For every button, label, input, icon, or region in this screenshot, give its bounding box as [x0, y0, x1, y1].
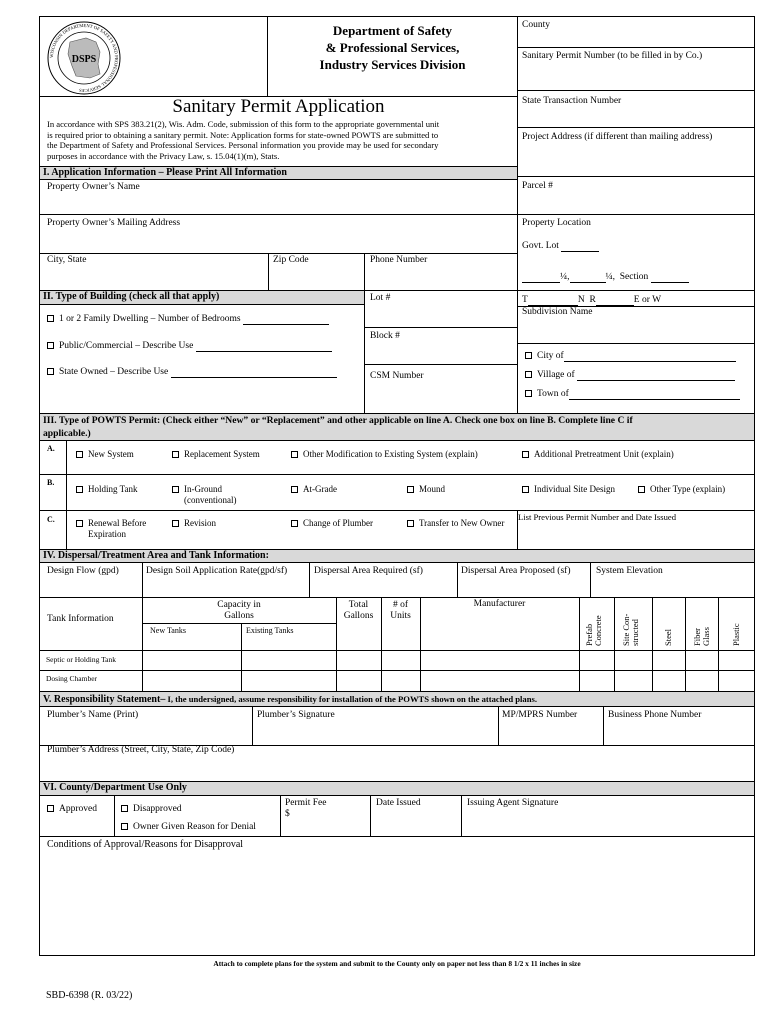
line-a-label: A. — [47, 444, 55, 453]
total-line-2: Gallons — [343, 611, 374, 621]
rule — [718, 597, 719, 691]
city-of-option[interactable] — [525, 351, 736, 362]
dosing-row-label: Dosing Chamber — [46, 674, 98, 683]
rule — [614, 597, 615, 691]
date-issued-label: Date Issued — [376, 798, 421, 808]
building-option-1[interactable] — [47, 314, 329, 325]
rule — [39, 474, 755, 475]
at-grade-option[interactable] — [291, 484, 337, 495]
plumber-name-field[interactable] — [41, 708, 251, 744]
site-line-2: structed — [630, 619, 640, 646]
intro-line: In accordance with SPS 383.21(2), Wis. Adm. Code, submission of this form to the appropriate governmental unit — [47, 119, 440, 129]
phone-number-field[interactable] — [365, 254, 516, 290]
total-gallons-header — [336, 600, 381, 622]
fiber-glass-header — [693, 618, 711, 646]
business-phone-label: Business Phone Number — [608, 710, 702, 720]
checkbox-icon[interactable] — [525, 390, 532, 397]
replacement-system-option[interactable] — [172, 449, 260, 460]
property-owner-name-label: Property Owner’s Name — [47, 182, 140, 192]
design-flow-label: Design Flow (gpd) — [47, 566, 119, 576]
rule — [66, 441, 67, 549]
capacity-header — [142, 600, 336, 622]
tank-information-header: Tank Information — [47, 614, 114, 624]
n-text: N — [577, 295, 585, 305]
units-line-2: Units — [390, 611, 411, 621]
checkbox-icon[interactable] — [76, 451, 83, 458]
rule — [39, 597, 755, 598]
department-name — [268, 22, 517, 73]
option-text: Revision — [184, 518, 217, 528]
svg-text:DSPS: DSPS — [71, 54, 97, 65]
checkbox-icon[interactable] — [525, 371, 532, 378]
manufacturer-header: Manufacturer — [473, 599, 526, 609]
rule — [517, 343, 755, 344]
section-4-header: IV. Dispersal/Treatment Area and Tank Information: — [40, 549, 754, 563]
checkbox-icon[interactable] — [638, 486, 645, 493]
option-text: In-Ground — [184, 484, 222, 494]
checkbox-icon[interactable] — [76, 486, 83, 493]
sanitary-permit-number-label: Sanitary Permit Number (to be filled in by Co.) — [522, 51, 703, 61]
total-line-1: Total — [348, 600, 369, 610]
t-text: T — [522, 295, 528, 305]
checkbox-icon[interactable] — [291, 486, 298, 493]
state-use-field[interactable] — [171, 377, 337, 378]
project-address-field[interactable] — [518, 128, 754, 176]
zip-code-field[interactable] — [269, 254, 363, 290]
system-elevation-field[interactable] — [591, 564, 754, 597]
town-of-option[interactable] — [525, 389, 740, 400]
village-of-option[interactable] — [525, 370, 735, 381]
property-location-label: Property Location — [522, 218, 591, 228]
plumber-address-label: Plumber’s Address (Street, City, State, Zip Code) — [47, 745, 235, 755]
permit-fee-dollar: $ — [285, 809, 290, 819]
checkbox-icon[interactable] — [407, 520, 414, 527]
checkbox-icon[interactable] — [291, 520, 298, 527]
dsps-logo — [46, 20, 122, 96]
section-6-header: VI. County/Department Use Only — [40, 781, 754, 796]
option-text: Additional Pretreatment Unit (explain) — [534, 449, 674, 459]
site-line-1: Site Con- — [621, 613, 631, 646]
quarter-field-1[interactable] — [522, 282, 560, 283]
checkbox-icon[interactable] — [172, 451, 179, 458]
capacity-line-2: Gallons — [224, 611, 254, 621]
checkbox-icon[interactable] — [172, 486, 179, 493]
plumber-signature-field[interactable] — [253, 708, 497, 744]
capacity-line-1: Capacity in — [217, 600, 261, 610]
septic-row-label: Septic or Holding Tank — [46, 655, 116, 664]
prefab-line-2: Concrete — [593, 615, 603, 646]
holding-tank-option[interactable] — [76, 484, 137, 495]
pretreatment-option[interactable] — [522, 449, 674, 460]
section-2-header: II. Type of Building (check all that apply) — [40, 291, 364, 305]
system-elevation-label: System Elevation — [596, 566, 663, 576]
subdivision-name-label: Subdivision Name — [522, 307, 593, 317]
plumber-address-field[interactable] — [41, 746, 754, 780]
new-tanks-header: New Tanks — [150, 626, 186, 635]
e-or-w-text: E or W — [633, 295, 662, 305]
area-required-field[interactable] — [310, 564, 456, 597]
checkbox-icon[interactable] — [172, 520, 179, 527]
change-of-plumber-option[interactable] — [291, 518, 373, 529]
owner-reason-option[interactable] — [121, 822, 256, 833]
option-text: Disapproved — [133, 804, 182, 814]
page-title: Sanitary Permit Application — [172, 96, 385, 117]
rule — [280, 796, 281, 836]
bedrooms-field[interactable] — [243, 324, 329, 325]
lot-label: Lot # — [370, 293, 391, 303]
phone-number-label: Phone Number — [370, 255, 428, 265]
option-text: Expiration — [88, 529, 126, 539]
line-c-label: C. — [47, 515, 55, 524]
govt-lot-label — [522, 241, 599, 252]
option-text: Holding Tank — [88, 484, 138, 494]
section-text: Section — [619, 272, 649, 282]
csm-number-field[interactable] — [365, 365, 516, 412]
option-text: Individual Site Design — [534, 484, 615, 494]
plastic-header: Plastic — [731, 623, 741, 646]
intro-line: the Department of Safety and Professional Services. Personal information you provide may be used for secondary — [47, 140, 439, 150]
checkbox-icon[interactable] — [522, 451, 529, 458]
units-line-1: # of — [392, 600, 409, 610]
num-units-header — [381, 600, 420, 622]
steel-header: Steel — [663, 629, 673, 646]
design-soil-rate-label: Design Soil Application Rate(gpd/sf) — [146, 566, 288, 576]
prefab-concrete-header — [585, 604, 603, 646]
intro-line: is required prior to obtaining a sanitary permit. Note: Application forms for state-owned POWTS are submitted to — [47, 129, 439, 140]
conditions-label: Conditions of Approval/Reasons for Disapproval — [47, 839, 244, 850]
rule — [39, 836, 755, 837]
public-use-field[interactable] — [196, 351, 332, 352]
checkbox-icon[interactable] — [291, 451, 298, 458]
rule — [39, 670, 755, 671]
in-ground-option[interactable] — [172, 484, 236, 506]
option-text: At-Grade — [303, 484, 337, 494]
dept-line-2: & Professional Services, — [325, 40, 460, 55]
rule — [114, 796, 115, 836]
area-proposed-field[interactable] — [458, 564, 589, 597]
rule — [39, 510, 755, 511]
plumber-signature-label: Plumber’s Signature — [257, 710, 335, 720]
building-option-3[interactable] — [47, 367, 337, 378]
property-owner-name-field[interactable] — [41, 181, 516, 214]
other-modification-option[interactable] — [291, 449, 478, 460]
plumber-name-label: Plumber’s Name (Print) — [47, 710, 139, 720]
city-of-field[interactable] — [564, 361, 736, 362]
r-text: R — [589, 295, 596, 305]
mailing-address-label: Property Owner’s Mailing Address — [47, 218, 181, 228]
business-phone-field[interactable] — [604, 708, 754, 744]
building-option-2[interactable] — [47, 341, 332, 352]
previous-permit-field[interactable] — [518, 524, 754, 548]
option-text: New System — [88, 449, 134, 459]
section-5-header — [40, 691, 754, 707]
option-text: City of — [537, 351, 564, 361]
svg-text:WISCONSIN DEPARTMENT OF SAFETY: WISCONSIN DEPARTMENT OF SAFETY AND PROFESSIONAL SERVICES — [48, 22, 120, 94]
dept-line-1: Department of Safety — [332, 23, 453, 38]
rule — [241, 623, 242, 691]
section-5-title: V. Responsibility Statement — [43, 694, 161, 705]
checkbox-icon[interactable] — [121, 823, 128, 830]
agent-signature-field[interactable] — [462, 808, 754, 835]
quarter-section-label — [522, 272, 689, 283]
option-text: (conventional) — [184, 495, 237, 505]
section-5-statement: I, the undersigned, assume responsibility for installation of the POWTS shown on the attached plans. — [165, 694, 537, 704]
county-field[interactable] — [518, 17, 754, 47]
permit-fee-field[interactable] — [294, 808, 368, 835]
rule — [652, 597, 653, 691]
option-text: 1 or 2 Family Dwelling – Number of Bedrooms — [59, 314, 241, 324]
permit-fee-label: Permit Fee — [285, 798, 327, 808]
option-text: Change of Plumber — [303, 518, 373, 528]
quarter-text: ¼, — [560, 272, 570, 282]
township-range-label — [522, 295, 661, 306]
design-flow-field[interactable] — [41, 564, 141, 597]
rule — [39, 650, 755, 651]
date-issued-field[interactable] — [371, 808, 459, 835]
previous-permit-label: List Previous Permit Number and Date Issued — [518, 512, 677, 522]
lot-field[interactable] — [365, 291, 516, 327]
attach-instructions: Attach to complete plans for the system and submit to the County only on paper not less than 8 1/2 x 11 inches in size — [213, 959, 581, 968]
state-transaction-number-field[interactable] — [518, 91, 754, 127]
checkbox-icon[interactable] — [522, 486, 529, 493]
village-of-field[interactable] — [577, 380, 735, 381]
checkbox-icon[interactable] — [47, 805, 54, 812]
option-text: Public/Commercial – Describe Use — [59, 341, 194, 351]
agent-signature-label: Issuing Agent Signature — [467, 798, 559, 808]
transfer-option[interactable] — [407, 518, 504, 529]
section-field[interactable] — [651, 282, 689, 283]
rule — [685, 597, 686, 691]
block-field[interactable] — [365, 328, 516, 364]
option-text: Other Modification to Existing System (explain) — [303, 449, 478, 459]
zip-code-label: Zip Code — [273, 255, 309, 265]
state-transaction-number-label: State Transaction Number — [522, 96, 622, 106]
option-text: Owner Given Reason for Denial — [133, 822, 256, 832]
section-3-header — [40, 413, 754, 441]
rule — [579, 597, 580, 691]
mp-mprs-number-field[interactable] — [499, 708, 602, 744]
govt-lot-text: Govt. Lot — [522, 241, 559, 251]
individual-site-design-option[interactable] — [522, 484, 615, 495]
govt-lot-field[interactable] — [561, 251, 599, 252]
option-text: Other Type (explain) — [650, 484, 726, 494]
form-id: SBD-6398 (R. 03/22) — [46, 990, 133, 1001]
conditions-field[interactable] — [41, 852, 754, 954]
section-3-title-line-2: applicable.) — [43, 427, 91, 439]
prefab-line-1: Prefab — [584, 623, 594, 646]
existing-tanks-header: Existing Tanks — [246, 626, 294, 635]
option-text: Town of — [537, 389, 569, 399]
sanitary-permit-number-field[interactable] — [518, 48, 754, 90]
other-type-option[interactable] — [638, 484, 725, 495]
section-3-title-line-1: III. Type of POWTS Permit: (Check either “New” or “Replacement” and other applicable on line A. Check one box on line B. Complete line C if — [43, 415, 633, 426]
csm-number-label: CSM Number — [370, 371, 424, 381]
mailing-address-field[interactable] — [41, 215, 516, 252]
option-text: State Owned – Describe Use — [59, 367, 169, 377]
renewal-option[interactable] — [76, 518, 146, 540]
section-1-header: I. Application Information – Please Print All Information — [40, 166, 517, 180]
option-text: Replacement System — [184, 449, 260, 459]
line-b-label: B. — [47, 478, 55, 487]
option-text: Renewal Before — [88, 518, 147, 528]
option-text: Approved — [59, 804, 97, 814]
disapproved-option[interactable] — [121, 804, 182, 815]
area-required-label: Dispersal Area Required (sf) — [314, 566, 423, 576]
parcel-field[interactable] — [518, 177, 754, 213]
fiber-line-1: Fiber — [692, 628, 702, 646]
seal-icon — [46, 20, 122, 96]
county-label: County — [522, 20, 550, 30]
intro-text — [47, 119, 439, 161]
area-proposed-label: Dispersal Area Proposed (sf) — [461, 566, 571, 576]
checkbox-icon[interactable] — [407, 486, 414, 493]
section-5-dash: – — [160, 694, 166, 705]
option-text: Transfer to New Owner — [419, 518, 505, 528]
new-system-option[interactable] — [76, 449, 134, 460]
project-address-label: Project Address (if different than mailing address) — [522, 132, 713, 142]
quarter-text: ¼, — [605, 272, 615, 282]
block-label: Block # — [370, 331, 400, 341]
fiber-line-2: Glass — [701, 627, 711, 646]
mp-mprs-number-label: MP/MPRS Number — [502, 710, 578, 720]
city-state-field[interactable] — [41, 254, 267, 290]
quarter-field-2[interactable] — [570, 282, 606, 283]
checkbox-icon[interactable] — [76, 520, 83, 527]
option-text: Mound — [419, 484, 446, 494]
checkbox-icon[interactable] — [121, 805, 128, 812]
dept-line-3: Industry Services Division — [319, 57, 466, 72]
checkbox-icon[interactable] — [47, 368, 54, 375]
city-state-label: City, State — [47, 255, 87, 265]
option-text: Village of — [537, 370, 575, 380]
design-soil-rate-field[interactable] — [143, 564, 308, 597]
parcel-label: Parcel # — [522, 181, 553, 191]
subdivision-name-field[interactable] — [518, 307, 754, 343]
approved-option[interactable] — [47, 804, 97, 815]
checkbox-icon[interactable] — [47, 342, 54, 349]
town-of-field[interactable] — [569, 399, 740, 400]
mound-option[interactable] — [407, 484, 445, 495]
revision-option[interactable] — [172, 518, 216, 529]
checkbox-icon[interactable] — [525, 352, 532, 359]
rule — [142, 623, 336, 624]
intro-line: purposes in accordance with the Privacy Law, s. 15.04(1)(m), Stats. — [47, 150, 280, 161]
site-constructed-header — [622, 604, 640, 646]
checkbox-icon[interactable] — [47, 315, 54, 322]
rule — [420, 597, 421, 691]
